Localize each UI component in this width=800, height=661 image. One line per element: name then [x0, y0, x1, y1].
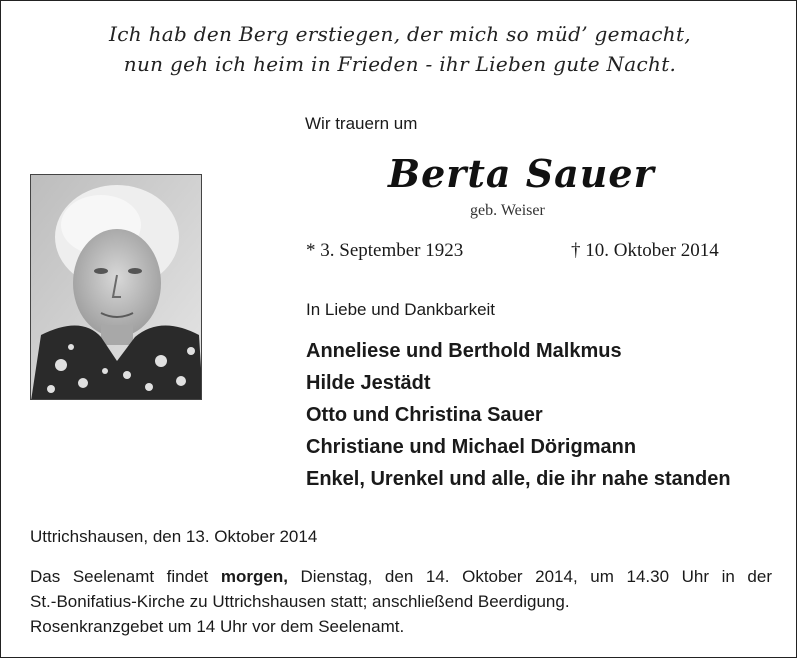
- poem-line-1: Ich hab den Berg erstiegen, der mich so müd’ gemacht,: [109, 22, 691, 46]
- death-date: † 10. Oktober 2014: [571, 240, 719, 261]
- notice-emphasis: morgen,: [220, 567, 288, 586]
- mourners-list: [306, 335, 731, 495]
- birth-date: * 3. September 1923: [306, 240, 464, 261]
- mourning-intro: Wir trauern um: [305, 114, 418, 133]
- portrait-image: [31, 175, 202, 400]
- notice-line-1: [30, 564, 772, 589]
- poem-line-2: nun geh ich heim in Frieden - ihr Lieben gute Nacht.: [123, 52, 677, 76]
- mourner-entry: Otto und Christina Sauer: [306, 404, 543, 426]
- mourner-entry: Anneliese und Berthold Malkmus: [306, 340, 622, 362]
- notice-text: Das Seelenamt findet: [30, 567, 221, 586]
- deceased-name: Berta Sauer: [388, 151, 655, 196]
- place-and-date: Uttrichshausen, den 13. Oktober 2014: [30, 527, 318, 546]
- mourner-entry: Hilde Jestädt: [306, 372, 431, 394]
- notice-line-3: Rosenkranzgebet um 14 Uhr vor dem Seelenamt.: [30, 617, 405, 636]
- dedication-line: In Liebe und Dankbarkeit: [306, 300, 496, 319]
- maiden-name: geb. Weiser: [470, 202, 545, 219]
- mourner-entry: Christiane und Michael Dörigmann: [306, 436, 637, 458]
- funeral-notice: [30, 564, 772, 639]
- notice-line-2: St.-Bonifatius-Kirche zu Uttrichshausen statt; anschließend Beerdigung.: [30, 592, 570, 611]
- mourner-entry: Enkel, Urenkel und alle, die ihr nahe standen: [306, 468, 731, 490]
- portrait-photo: [30, 174, 202, 400]
- notice-text: Dienstag, den 14. Oktober 2014, um 14.30 Uhr in der: [287, 567, 772, 586]
